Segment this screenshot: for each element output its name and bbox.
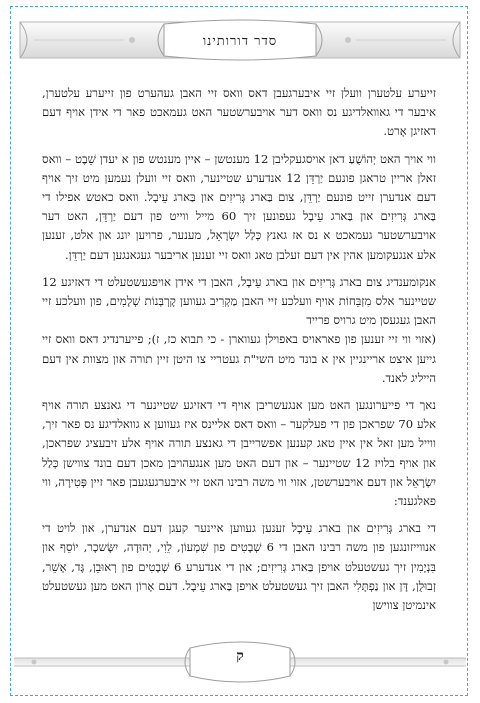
page-number: ק [236,648,244,664]
paragraph: די בארג גְּרִיזִים און בארג עֵיבָל זענען געווען איינער קעגן דעם אנדערן, און לויט די אנווייזונגען פון משה רבינו האבן די 6 שְׁבָטִים פון שִׁמְעוֹן, לֵוִי, יְהוּדָה, יִשָּׂשכָר, יוֹסֵף און בִּנְיָמִין זיך געשטעלט אויפן בַּארג גְּרִיזִים; און די אנדערע 6 שְׁבָטִים פון רְאוּבֵן, גָּד, אָשֵׁר, זְבוּלֻן, דָּן און נַפְתָּלִי האבן זיך געשטעלט אויפן בַּארג עֵיבָל. דעם אָרוֹן האט מען געשטעלט אינמיטן צווישן [42,521,437,613]
page-header-title: סדר דורותינו [202,34,278,49]
paragraph-continued: (אזוי ווי זיי זענען פון פאראויס באפוילן געווארן - כי תבוא כז, ז); פייערנדיג דאס וואס זיי גייען איצט אריינגיין אין א בונד מיט השי"ת געטריי צו היטן זיין תורה און מצוות אין דעם הייליג לאנד. [42,332,436,385]
paragraph: זייערע עלטערן וועלן זיי איבערגעבן דאס וואס זיי האבן געהערט פון זייערע עלטערן, איבער די גאוואלדיגע נס וואס דער אויבערשטער האט געמאכט פאר די אידן אויף דעם דאזיגן אָרט. [42,86,436,139]
paragraph: אנקומענדיג צום בארג גְּרִיזִים און בארג עֵיבָל, האבן די אידן אויפגעשטעלט די דאזיגע 12 שטיינער אלס מִזְבֵּחוֹת אויף וועלכע זיי האבן מַקְרִיב געווען קָרְבְּנוֹת שְׁלָמִים, פון וועלכע זיי האבן געגעסן מיט גרויס פרייד [42,274,436,328]
header-banner [14,12,466,68]
paragraph: ווי אויך האט יְהוֹשֻׁעַ דאן אויסגעקליבן 12 מענטשן – איין מענטש פון א יעדן שֵׁבֶט – וואס זאלן אריין טראגן פונעם יַרְדֵּן 12 אנדערע שטיינער, וואס זיי וועלן נעמען מיט זיך אויף דעם אנדערן זייט פונעם יַרְדֵּן, צום בַּארג גְּרִיזִים און בַּארג עֵיבָל. וואס כאטש אפילו די בַּארג גְּרִיזִים און בַּארג עֵיבָל געפונען זיך 60 מייל ווייט פון דעם יַרְדֵּן, האט דער אויבערשטער געמאכט א נס אז גאנץ כְּלַל יִשְׂרָאֵל, מענער, פרויען יונג און אלט, זענען אלע אנגעקומען אהין אין דעם זעלבן טאג וואס זיי זענען אריבער געגאנגען דעם יַרְדֵּן. [42,151,436,262]
paragraph: נאך די פייערונגען האט מען אנגעשריבן אויף די דאזיגע שטיינער די גאנצע תורה אויף אלע 70 שפראכן פון די פעלקער – וואס דאס אליינס איז געווען א גוואלדיגע נס פאר זיך, ווייל מען זאל אין איין טאג קענען אפשרייבן די גאנצע תורה אויף אלע זיבעציג שפראכן, און אויף בלויז 12 שטיינער – און דעם האט מען אנגעהויבן מאכן דעם בונד צווישן כְּלַל יִשְׂרָאֵל און דעם אויבערשטן, אזוי ווי משה רבינו האט זיי איבערגעגעבן פאר זיין פְּטִירָה, ווי פאלגענד: [42,398,436,509]
text-body [42,84,436,624]
footer-banner [14,636,466,686]
